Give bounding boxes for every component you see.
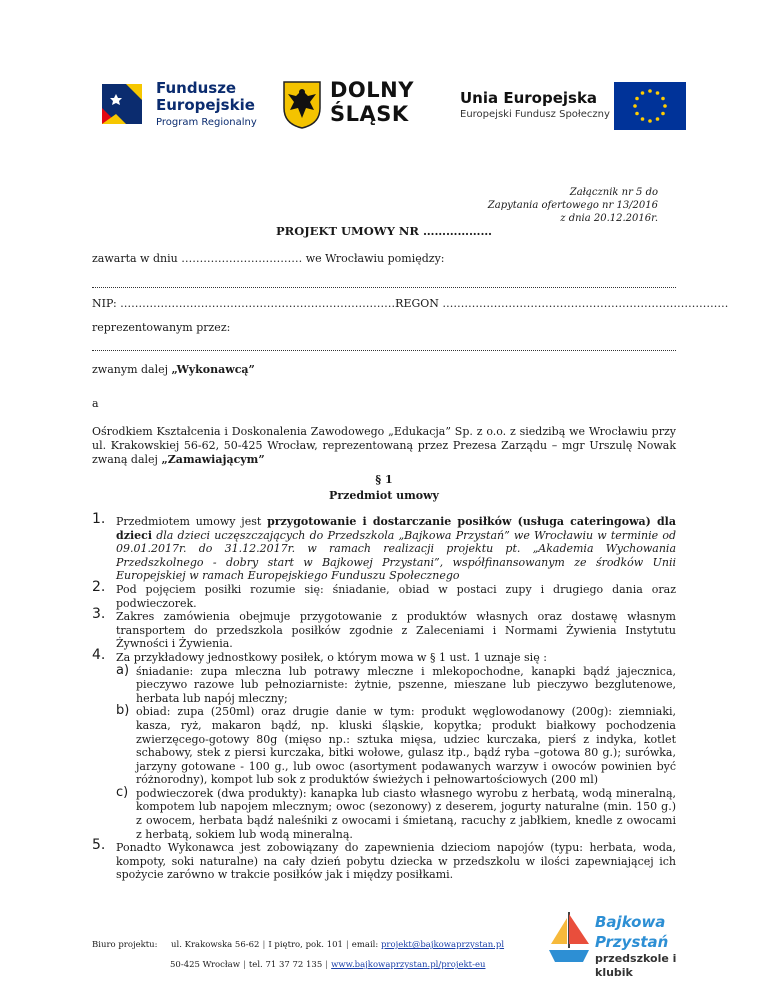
named-prefix: zwanym dalej [92, 363, 172, 376]
sub-item-letter: c) [116, 784, 129, 800]
lunch-text: obiad: zupa (250ml) oraz drugie danie w tym: produkt węglowodanowy (200g): ziemniaki, kasza, ryż, makaron bądź, np. kluski śląskie, kopytka; produkt białkowy pochodzenia zwierzęcego-gotowy 80g (mięso np.: sztuka mięsa, udziec kurczaka, pierś z indyka, kotlet schabowy, stek z piersi kurczaka, bitki wołowe, gulasz itp., bądź ryba –gotowa 80 g.); surówka, jarzyny gotowane - 100 g., lub owoc (asortyment podawanych warzyw i owoców powinien być różnorodny), kompot lub sok z produktów świeżych i pełnowartościowych (200 ml) [136, 705, 676, 787]
ds-line2: ŚLĄSK [330, 102, 409, 126]
party-dotted-line [92, 287, 676, 288]
representative-dotted-line [92, 350, 676, 351]
item5-text: Ponadto Wykonawca jest zobowiązany do zapewnienia dzieciom napojów (typu: herbata, woda, kompoty, soki naturalne) na cały dzień pobytu dziecka w przedszkolu w ilości zapewniającej ich spożycie zarówno w trakcie posiłków jak i między posiłkami. [116, 841, 676, 882]
sub-list-item [116, 705, 676, 787]
eu-star-icon [663, 104, 667, 108]
list-item [92, 578, 676, 610]
eu-star-icon [633, 104, 637, 108]
item1-bold: przygotowanie i dostarczanie posiłków (usługa cateringowa) dla dzieci [116, 515, 676, 542]
eu-star-icon [641, 91, 645, 95]
bp-line1: Bajkowa Przystań [595, 913, 669, 951]
represented-line: reprezentowanym przez: [92, 321, 231, 334]
eu-star-icon [656, 117, 660, 121]
fe-line3: Program Regionalny [156, 117, 257, 128]
footer-phone: tel. 71 37 72 135 [248, 960, 323, 970]
footer-floor: I piętro, pok. 101 [268, 940, 343, 950]
section-title: Przedmiot umowy [329, 489, 439, 502]
item-number: 1. [92, 511, 106, 527]
party-text: Ośrodkiem Kształcenia i Doskonalenia Zawodowego „Edukacja” Sp. z o.o. z siedzibą we Wrocławiu przy ul. Krakowskiej 56-62, 50-425 Wrocław, reprezentowaną przez Prezesa Zarządu – mgr Urszulę Nowak zwaną dalej [92, 425, 676, 466]
sub-item-letter: b) [116, 703, 130, 719]
eagle-shield-icon [282, 80, 322, 130]
ue-line1: Unia Europejska [460, 89, 598, 107]
eu-star-icon [656, 91, 660, 95]
logo-bar [0, 72, 768, 152]
concluded-line: zawarta w dniu …………………………… we Wrocławiu pomiędzy: [92, 252, 445, 265]
ds-line1: DOLNY [330, 78, 414, 102]
contractor-named-line [92, 363, 255, 376]
item-number: 3. [92, 606, 106, 623]
named-contractor: „Wykonawcą” [171, 363, 255, 376]
eu-star-icon [648, 119, 652, 123]
footer-email-label: email: [351, 940, 381, 950]
list-item [92, 837, 676, 882]
section-number: § 1 [375, 473, 393, 486]
item1-italic: dla dzieci uczęszczających do Przedszkola „Bajkowa Przystań” we Wrocławiu w terminie od 09.01.2017r. do 31.12.2017r. w ramach realizacji projektu pt. „Akademia Wychowania Przedszkolnego - dobry start w Bajkowej Przystani”, współfinansowanym ze środków Unii Europejskiej w ramach Europejskiego Funduszu Społecznego [116, 528, 676, 583]
sub-list-item [116, 784, 676, 841]
sub-item-letter: a) [116, 662, 130, 678]
footer-label: Biuro projektu: [92, 940, 158, 950]
eu-star-icon [641, 117, 645, 121]
and-line: a [92, 397, 99, 410]
nip-regon-line: NIP: …………………………………………………………………REGON …………………………………………………………………… [92, 297, 729, 310]
fundusze-europejskie-logo [96, 78, 276, 140]
eu-flag-icon [614, 82, 686, 130]
snack-text: podwieczorek (dwa produkty): kanapka lub ciasto własnego wyrobu z herbatą, wodą mineralną, kompotem lub napojem mlecznym; owoc (sezonowy) z deserem, jogurty naturalne (min. 150 g.) z owocem, herbata bądź naleśniki z owocami i śmietaną, racuchy z jabłkiem, knedle z owocami z herbatą, sokiem lub wodą mineralną. [136, 786, 676, 841]
eu-star-icon [661, 97, 665, 101]
fe-line2: Europejskie [156, 96, 255, 114]
ue-line2: Europejski Fundusz Społeczny [460, 109, 610, 120]
list-item [92, 511, 676, 583]
meal-examples-list [116, 662, 676, 842]
ordering-party-paragraph [92, 425, 676, 467]
eu-star-icon [648, 89, 652, 93]
item1-prefix: Przedmiotem umowy jest [116, 515, 268, 528]
terms-list [92, 511, 676, 882]
attachment-line2: Zapytania ofertowego nr 13/2016 [487, 200, 658, 211]
footer-address: ul. Krakowska 56-62 [171, 940, 260, 950]
eu-star-icon [661, 112, 665, 116]
bp-line2: przedszkole i klubik [595, 952, 677, 979]
fe-flag-icon [96, 78, 148, 130]
sub-list-item [116, 662, 676, 706]
list-item [92, 646, 676, 841]
fe-line1: Fundusze [156, 79, 237, 97]
footer-line1: Biuro projektu: ul. Krakowska 56-62 | I piętro, pok. 101 | email: projekt@bajkowaprzystan.pl [92, 940, 505, 950]
party-named: „Zamawiającym” [161, 453, 265, 466]
attachment-note [488, 186, 658, 225]
item-number: 4. [92, 646, 106, 663]
item4-text: Za przykładowy jednostkowy posiłek, o którym mowa w § 1 ust. 1 uznaje się : [116, 650, 547, 664]
list-item [92, 606, 676, 651]
sailboat-icon [545, 908, 593, 968]
bajkowa-przystan-logo [545, 908, 715, 979]
item3-text: Zakres zamówienia obejmuje przygotowanie z produktów własnych oraz dostawę własnym transportem do przedszkola posiłków zgodnie z Zaleceniami i Normami Żywienia Instytutu Żywności i Żywienia. [116, 610, 676, 651]
item2-text: Pod pojęciem posiłki rozumie się: śniadanie, obiad w postaci zupy i drugiego dania oraz podwieczorek. [116, 582, 676, 610]
footer-line2: 50-425 Wrocław | tel. 71 37 72 135 | www.bajkowaprzystan.pl/projekt-eu [170, 960, 486, 970]
attachment-line3: z dnia 20.12.2016r. [560, 213, 658, 224]
dolny-slask-logo [282, 76, 432, 136]
unia-europejska-logo [460, 82, 710, 142]
eu-star-icon [635, 97, 639, 101]
breakfast-text: śniadanie: zupa mleczna lub potrawy mleczne i mlekopochodne, kanapki bądź jajecznica, pieczywo razowe lub pełnoziarniste: żytnie, pszenne, mieszane lub pieczywo bezglutenowe, herbata lub napój mleczny; [136, 664, 676, 705]
item-number: 5. [92, 837, 106, 854]
attachment-line1: Załącznik nr 5 do [569, 187, 658, 198]
item-number: 2. [92, 578, 106, 595]
document-title: PROJEKT UMOWY NR ……………… [276, 224, 492, 238]
footer-website-link[interactable]: www.bajkowaprzystan.pl/projekt-eu [331, 960, 486, 970]
footer-city: 50-425 Wrocław [170, 960, 241, 970]
eu-star-icon [635, 112, 639, 116]
footer-email-link[interactable]: projekt@bajkowaprzystan.pl [380, 940, 505, 950]
